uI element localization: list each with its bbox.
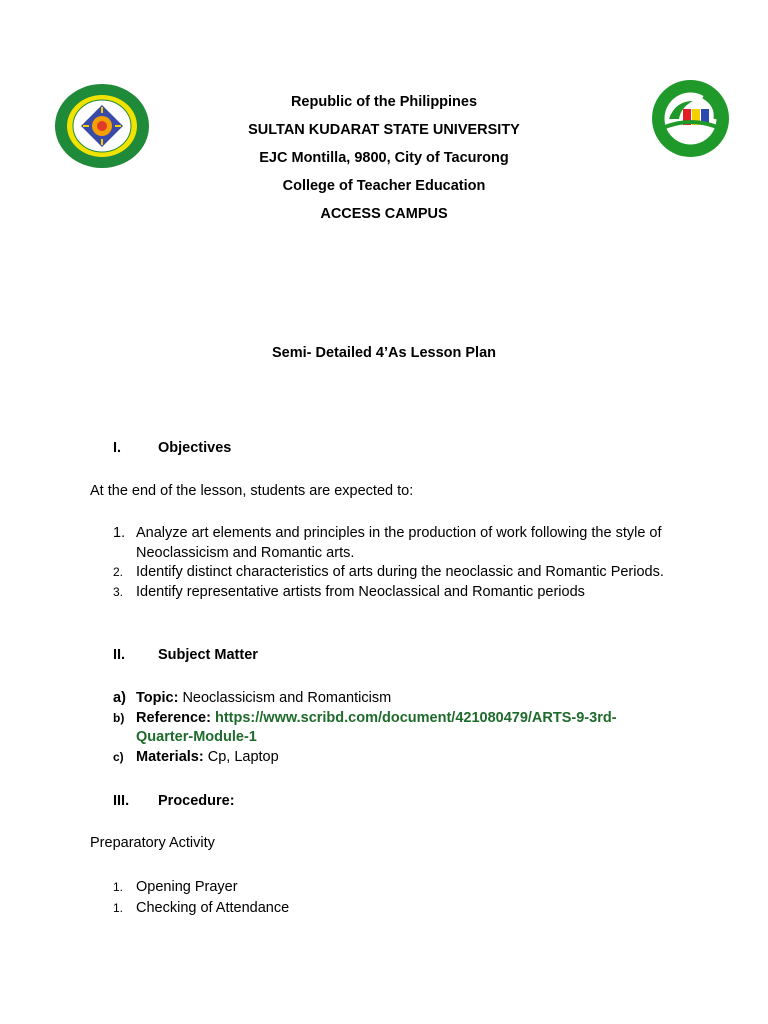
reference-link[interactable]: https://www.scribd.com/document/421080479/ARTS-9-3rd-Quarter-Module-1 bbox=[136, 709, 617, 745]
topic-label: Topic: bbox=[136, 690, 179, 706]
subject-matter-list bbox=[113, 689, 673, 767]
list-item-text: Identify representative artists from Neoclassical and Romantic periods bbox=[136, 583, 585, 600]
list-marker: 1. bbox=[113, 880, 124, 894]
list-item bbox=[113, 583, 673, 603]
header-campus: ACCESS CAMPUS bbox=[320, 206, 448, 222]
list-item bbox=[113, 709, 673, 748]
objectives-list bbox=[113, 524, 673, 602]
document-title: Semi- Detailed 4’As Lesson Plan bbox=[271, 345, 497, 361]
list-marker: 3. bbox=[113, 584, 124, 599]
list-marker: 1. bbox=[113, 525, 126, 541]
list-item bbox=[113, 748, 673, 768]
section-label: Objectives bbox=[158, 440, 232, 456]
section-objectives-heading bbox=[113, 440, 231, 456]
list-item bbox=[113, 877, 673, 898]
list-item-text: Checking of Attendance bbox=[136, 900, 290, 916]
list-marker: 2. bbox=[113, 565, 124, 579]
list-item-text: Analyze art elements and principles in the production of work following the style of Neoclassicism and Romantic arts. bbox=[136, 525, 662, 561]
list-marker: c) bbox=[113, 749, 124, 764]
list-item-text: Identify distinct characteristics of arts during the neoclassic and Romantic Periods. bbox=[136, 564, 664, 580]
materials-value: Cp, Laptop bbox=[203, 748, 279, 765]
list-item-text: Opening Prayer bbox=[136, 879, 238, 895]
list-item bbox=[113, 524, 673, 563]
procedure-subheading: Preparatory Activity bbox=[90, 835, 215, 851]
list-item bbox=[113, 689, 673, 709]
header-republic: Republic of the Philippines bbox=[290, 94, 478, 110]
header-address: EJC Montilla, 9800, City of Tacurong bbox=[259, 150, 509, 166]
header-college: College of Teacher Education bbox=[282, 178, 486, 194]
topic-value: Neoclassicism and Romanticism bbox=[178, 690, 392, 706]
section-procedure-heading bbox=[113, 793, 235, 809]
list-marker: 1. bbox=[113, 901, 124, 915]
objectives-intro: At the end of the lesson, students are expected to: bbox=[90, 483, 414, 499]
list-marker: a) bbox=[113, 690, 126, 706]
section-number: III. bbox=[113, 793, 130, 809]
reference-label: Reference: bbox=[136, 709, 211, 726]
section-number: I. bbox=[113, 440, 122, 456]
letterhead bbox=[0, 92, 768, 232]
procedure-list bbox=[113, 877, 673, 919]
list-item bbox=[113, 563, 673, 583]
section-subject-matter-heading bbox=[113, 647, 258, 663]
materials-label: Materials: bbox=[136, 748, 204, 765]
list-item bbox=[113, 898, 673, 919]
section-label: Subject Matter bbox=[158, 647, 258, 663]
list-marker: b) bbox=[113, 710, 125, 725]
header-university: SULTAN KUDARAT STATE UNIVERSITY bbox=[248, 122, 520, 138]
section-number: II. bbox=[113, 647, 126, 663]
section-label: Procedure: bbox=[158, 793, 235, 809]
